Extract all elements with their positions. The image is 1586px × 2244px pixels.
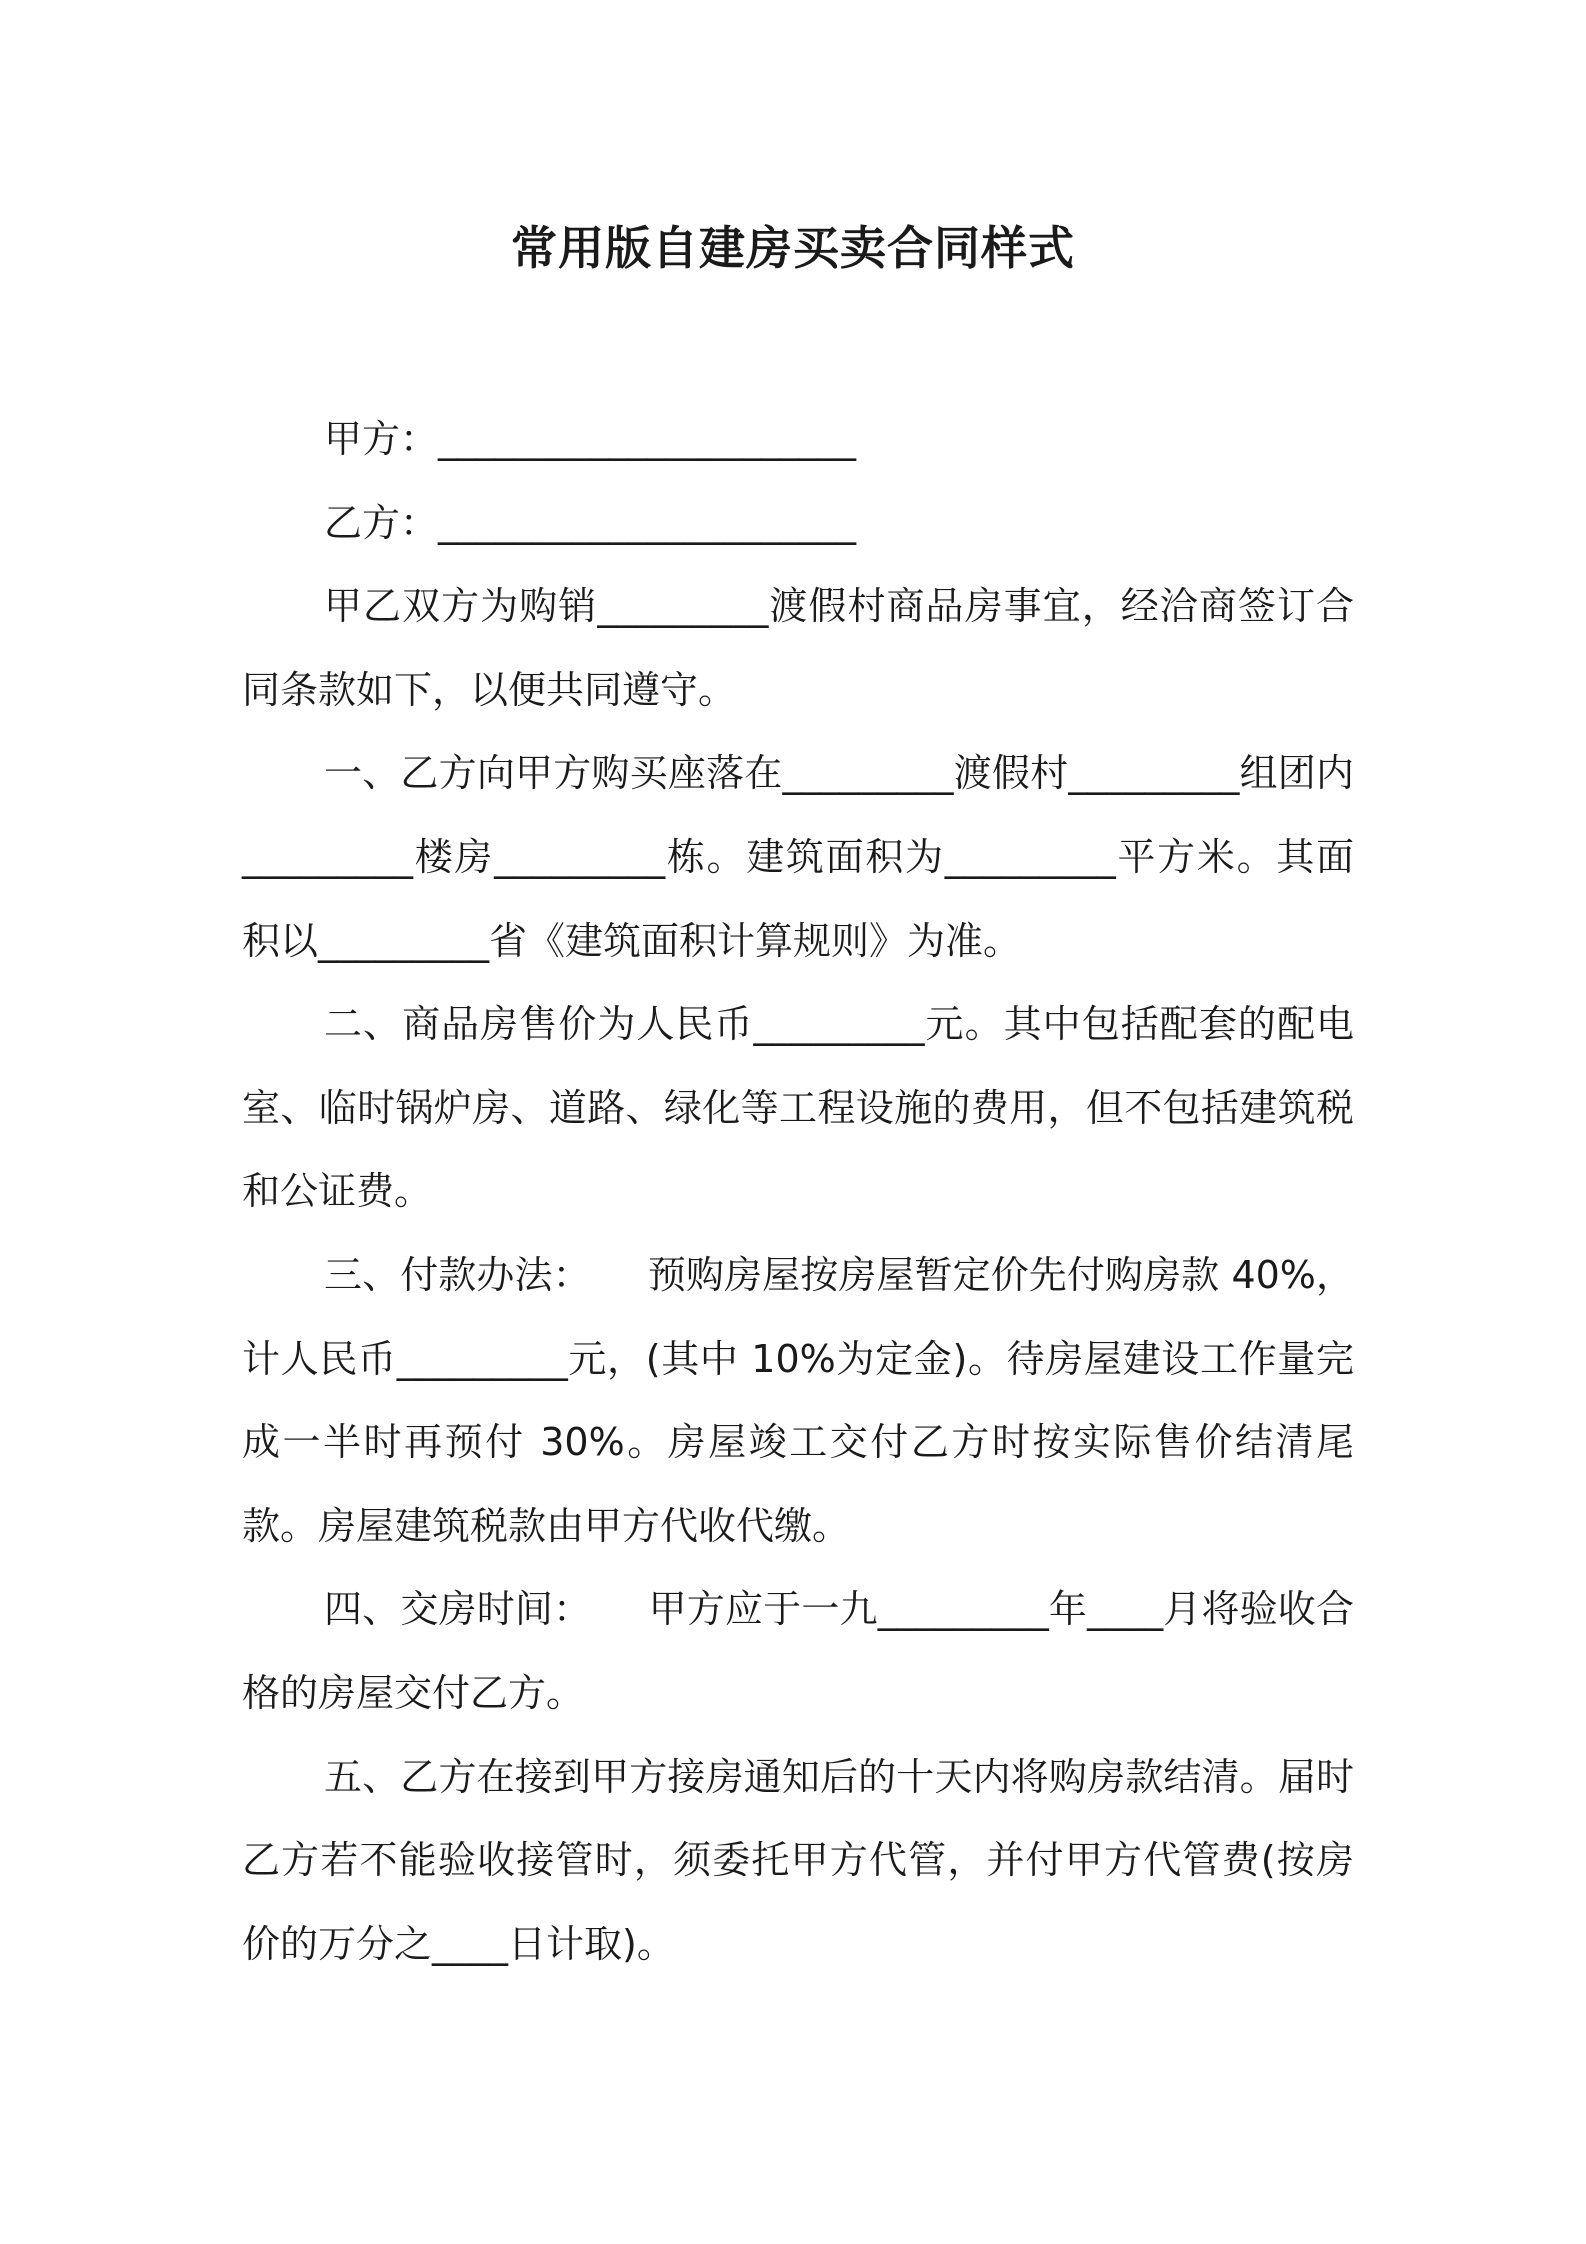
clause-1-paragraph: 一、乙方向甲方购买座落在_________渡假村_________组团内_________楼房_________栋。建筑面积为_________平方米。其面积以_________省《建筑面积计算规则》为准。: [242, 751, 1354, 963]
document-body: [242, 398, 1354, 1986]
intro-paragraph: 甲乙双方为购销_________渡假村商品房事宜，经洽商签订合同条款如下，以便共同遵守。: [242, 584, 1354, 712]
clause-5-paragraph: 五、乙方在接到甲方接房通知后的十天内将购房款结清。届时乙方若不能验收接管时，须委托甲方代管，并付甲方代管费(按房价的万分之____日计取)。: [242, 1754, 1354, 1966]
document-title: 常用版自建房买卖合同样式: [511, 221, 1075, 275]
party-b-line: 乙方：______________________: [324, 500, 857, 545]
clause-3-paragraph: 三、付款办法： 预购房屋按房屋暂定价先付购房款 40%，计人民币_________元，(其中 10%为定金)。待房屋建设工作量完成一半时再预付 30%。房屋竣工交付乙方时按实际售价结清尾款。房屋建筑税款由甲方代收代缴。: [242, 1252, 1354, 1548]
party-a-line: 甲方：______________________: [324, 417, 857, 461]
clause-4-paragraph: 四、交房时间： 甲方应于一九_________年____月将验收合格的房屋交付乙方。: [242, 1587, 1354, 1715]
clause-2-paragraph: 二、商品房售价为人民币_________元。其中包括配套的配电室、临时锅炉房、道路、绿化等工程设施的费用，但不包括建筑税和公证费。: [242, 1002, 1354, 1214]
